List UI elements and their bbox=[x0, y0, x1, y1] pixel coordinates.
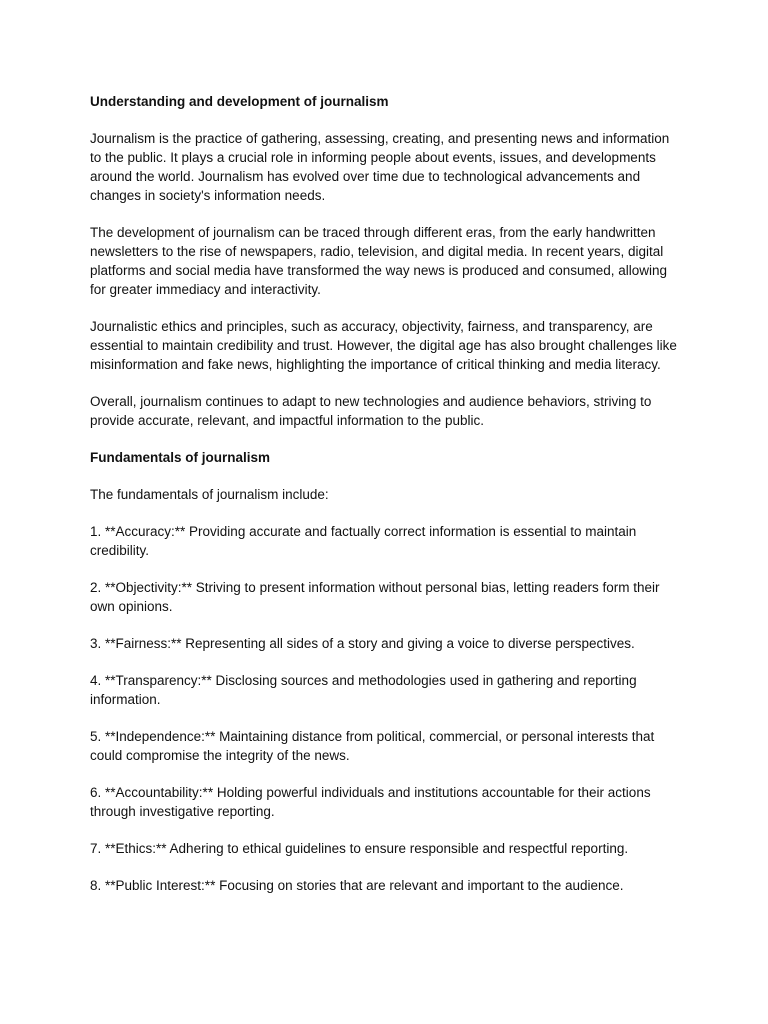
paragraph: Journalistic ethics and principles, such as accuracy, objectivity, fairness, and transparency, are essential to maintain credibility and trust. However, the digital age has also brought challenges like misinformation and fake news, highlighting the importance of critical thinking and media literacy. bbox=[90, 319, 677, 372]
intro-paragraph: The fundamentals of journalism include: bbox=[90, 487, 329, 502]
list-item: 1. **Accuracy:** Providing accurate and factually correct information is essential to maintain credibility. bbox=[90, 524, 637, 558]
paragraph: Overall, journalism continues to adapt to new technologies and audience behaviors, striving to provide accurate, relevant, and impactful information to the public. bbox=[90, 394, 652, 428]
document-page bbox=[90, 92, 682, 913]
list-item: 5. **Independence:** Maintaining distance from political, commercial, or personal interests that could compromise the integrity of the news. bbox=[90, 729, 655, 763]
section-heading-understanding: Understanding and development of journalism bbox=[90, 94, 389, 109]
list-item: 2. **Objectivity:** Striving to present information without personal bias, letting readers form their own opinions. bbox=[90, 580, 660, 614]
list-item: 4. **Transparency:** Disclosing sources and methodologies used in gathering and reporting information. bbox=[90, 673, 637, 707]
list-item: 3. **Fairness:** Representing all sides of a story and giving a voice to diverse perspectives. bbox=[90, 636, 635, 651]
list-item: 8. **Public Interest:** Focusing on stories that are relevant and important to the audience. bbox=[90, 878, 624, 893]
paragraph: The development of journalism can be traced through different eras, from the early handwritten newsletters to the rise of newspapers, radio, television, and digital media. In recent years, digital platforms and social media have transformed the way news is produced and consumed, allowing for greater immediacy and interactivity. bbox=[90, 225, 668, 297]
list-item: 7. **Ethics:** Adhering to ethical guidelines to ensure responsible and respectful reporting. bbox=[90, 841, 629, 856]
section-heading-fundamentals: Fundamentals of journalism bbox=[90, 450, 271, 465]
list-item: 6. **Accountability:** Holding powerful individuals and institutions accountable for their actions through investigative reporting. bbox=[90, 785, 651, 819]
paragraph: Journalism is the practice of gathering, assessing, creating, and presenting news and information to the public. It plays a crucial role in informing people about events, issues, and developments around the world. Journalism has evolved over time due to technological advancements and changes in society's information needs. bbox=[90, 131, 670, 203]
